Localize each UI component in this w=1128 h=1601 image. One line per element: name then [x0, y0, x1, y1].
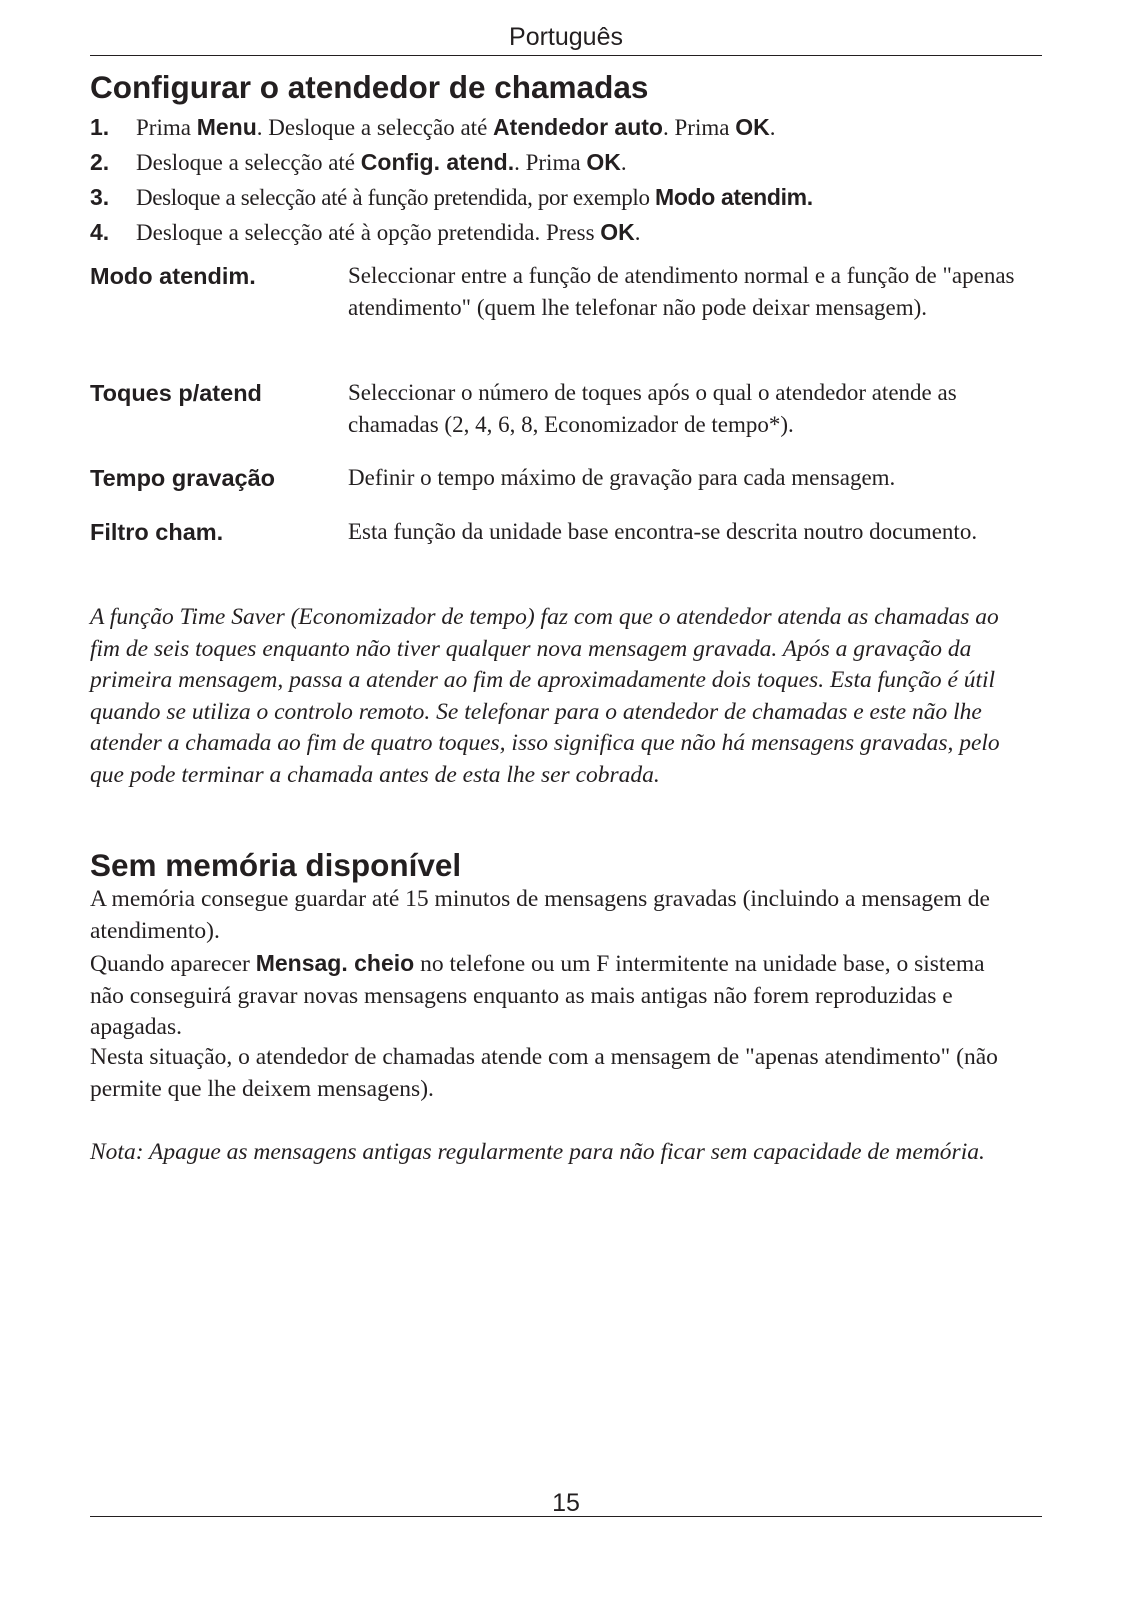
menu-option-label: Atendedor auto — [493, 114, 663, 140]
option-term: Modo atendim. — [90, 263, 256, 289]
step-item — [90, 215, 1042, 250]
option-description: Seleccionar o número de toques após o qual o atendedor atende as chamadas (2, 4, 6, 8, Economizador de tempo*). — [348, 380, 957, 437]
display-message-label: Mensag. cheio — [255, 950, 415, 976]
step-item — [90, 110, 1042, 145]
section-title-configure: Configurar o atendedor de chamadas — [90, 69, 649, 105]
option-description: Esta função da unidade base encontra-se descrita noutro documento. — [348, 519, 978, 544]
step-number: 3. — [90, 184, 110, 210]
step-number: 1. — [90, 114, 110, 140]
step-text: Desloque a selecção até à função pretendida, por exemplo Modo atendim. — [136, 184, 813, 210]
section-title-memory: Sem memória disponível — [90, 847, 462, 883]
step-text: Desloque a selecção até Config. atend.. Prima OK. — [136, 149, 627, 175]
header-language: Português — [509, 23, 623, 51]
ok-key-label: OK — [586, 149, 621, 175]
menu-key-label: Menu — [196, 114, 257, 140]
option-term: Toques p/atend — [90, 380, 262, 406]
time-saver-note: A função Time Saver (Economizador de tempo) faz com que o atendedor atenda as chamadas ao fim de seis toques enquanto não tiver qualquer nova mensagem gravada. Após a gravação da primeira mensagem, passa a atender ao fim de aproximadamente dois toques. Esta função é útil quando se utiliza o controlo remoto. Se telefonar para o atendedor de chamadas e este não lhe atender a chamada ao fim de quatro toques, isso significa que não há mensagens gravadas, pelo que pode terminar a chamada antes de esta lhe ser cobrada. — [90, 604, 1000, 788]
memory-full-paragraph: Quando aparecer Mensag. cheio no telefone ou um F intermitente na unidade base, o sistema não conseguirá gravar novas mensagens enquanto as mais antigas não forem reproduzidas e apagadas. — [90, 950, 985, 1040]
menu-option-label: Modo atendim. — [655, 184, 813, 210]
header-rule — [90, 55, 1042, 56]
step-item — [90, 145, 1042, 180]
ok-key-label: OK — [600, 219, 635, 245]
step-number: 2. — [90, 149, 110, 175]
step-list — [90, 110, 1042, 250]
option-description: Seleccionar entre a função de atendimento normal e a função de "apenas atendimento" (quem lhe telefonar não pode deixar mensagem). — [348, 263, 1015, 320]
step-item — [90, 180, 1042, 215]
answer-only-paragraph: Nesta situação, o atendedor de chamadas atende com a mensagem de "apenas atendimento" (não permite que lhe deixem mensagens). — [90, 1044, 998, 1102]
memory-note: Nota: Apague as mensagens antigas regularmente para não ficar sem capacidade de memória. — [90, 1139, 985, 1165]
step-text: Prima Menu. Desloque a selecção até Atendedor auto. Prima OK. — [136, 114, 776, 140]
option-term: Tempo gravação — [90, 465, 276, 491]
option-description: Definir o tempo máximo de gravação para cada mensagem. — [348, 465, 896, 490]
page-number: 15 — [552, 1489, 580, 1517]
option-term: Filtro cham. — [90, 519, 224, 545]
menu-option-label: Config. atend. — [360, 149, 515, 175]
ok-key-label: OK — [735, 114, 770, 140]
step-number: 4. — [90, 219, 110, 245]
memory-paragraph: A memória consegue guardar até 15 minutos de mensagens gravadas (incluindo a mensagem de atendimento). — [90, 886, 990, 944]
step-text: Desloque a selecção até à opção pretendida. Press OK. — [136, 219, 641, 245]
